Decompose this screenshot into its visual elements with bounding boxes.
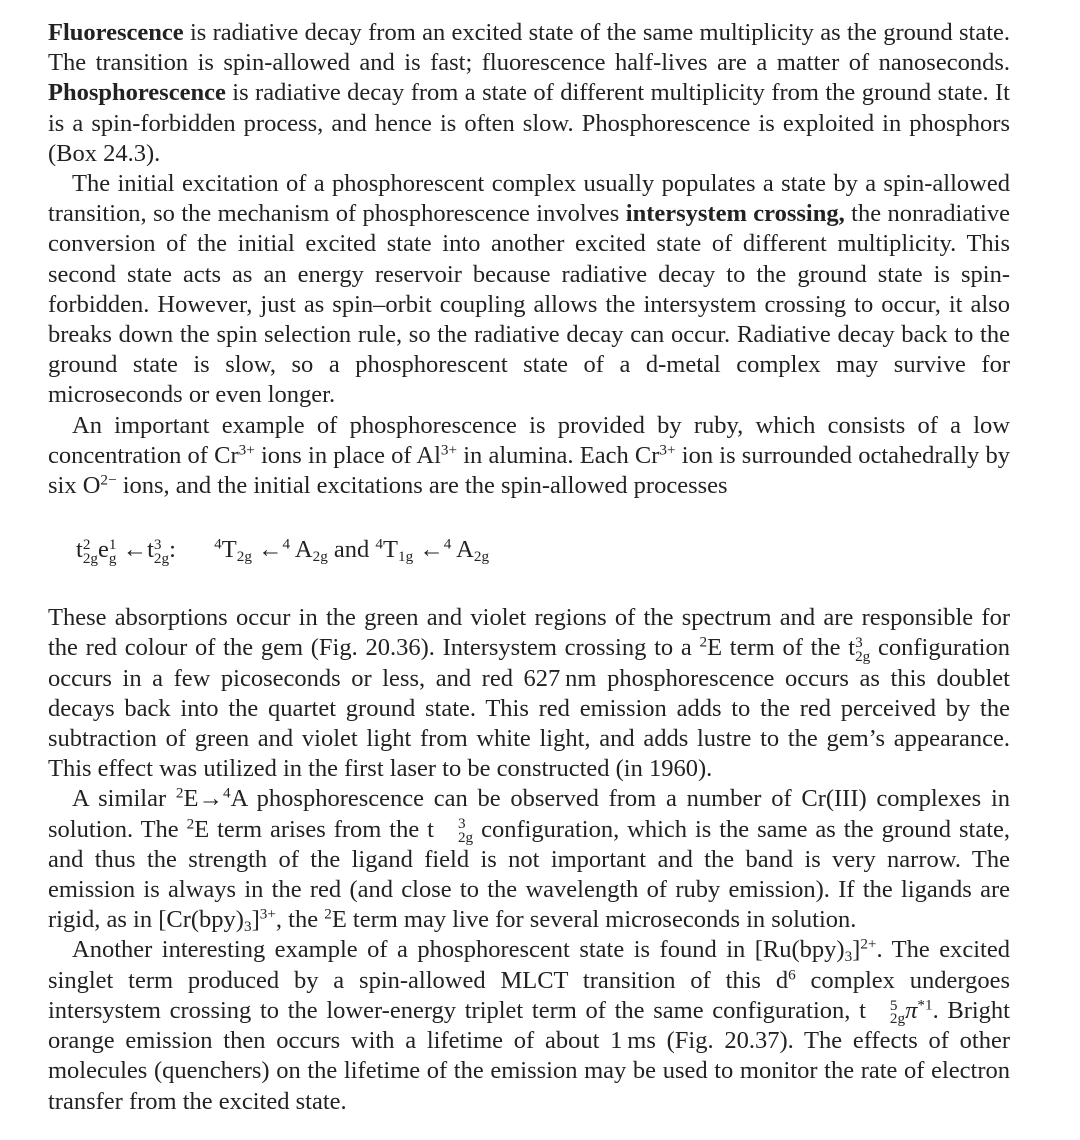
eq-and: and bbox=[333, 536, 370, 564]
eq-term-symbol: T bbox=[383, 536, 398, 564]
paragraph-text: the nonradiative conversion of the initial excited state into another excited state of different multiplicity. This second state acts as an energy reservoir because radiative decay to the ground state is spin-forbidden. However, just as spin–orbit coupling allows the intersystem crossing to occur, it also breaks down the spin selection rule, so the radiative decay can occur. Radiative decay back to the ground state is slow, so a phosphorescent state of a d-metal complex may survive for microseconds or even longer. bbox=[48, 200, 1010, 409]
eq-term-multiplicity: 4 bbox=[214, 535, 222, 553]
paragraph-text: E→ bbox=[183, 785, 223, 813]
eq-arrow: ← bbox=[419, 536, 444, 564]
eq-arrow: ← bbox=[258, 536, 283, 564]
config-exponent: 3 bbox=[457, 815, 466, 833]
eq-arrow: ← bbox=[122, 536, 148, 564]
paragraph-text: ion is surrounded octahedrally by six O bbox=[48, 441, 1010, 500]
eq-symbol: t bbox=[147, 536, 154, 564]
paragraph-text: , the bbox=[275, 906, 325, 934]
paragraph-text: E term arises from the t bbox=[194, 815, 434, 843]
config-exponent: 3 bbox=[855, 634, 863, 652]
eq-symbol: t bbox=[76, 536, 83, 564]
eq-term-symbol: A bbox=[456, 536, 474, 564]
eq-term-subscript: 1g bbox=[397, 548, 414, 566]
multiplicity-superscript: 2 bbox=[175, 785, 184, 803]
paragraph-text: ions, and the initial excitations are the spin-allowed processes bbox=[116, 472, 728, 500]
config-supsub bbox=[866, 996, 906, 1028]
formula-subscript: 3 bbox=[243, 918, 252, 936]
eq-term-multiplicity: 4 bbox=[443, 535, 452, 553]
eq-term-subscript: 2g bbox=[312, 548, 328, 566]
eq-term-multiplicity: 4 bbox=[375, 535, 384, 553]
config-exponent: 5 bbox=[889, 996, 898, 1014]
charge-superscript: 3+ bbox=[659, 441, 676, 459]
paragraph-text: An important example of phosphorescence is provided by ruby, which consists of a low concentration of Cr bbox=[48, 411, 1010, 469]
multiplicity-superscript: 2 bbox=[186, 815, 195, 833]
pi-symbol: π bbox=[905, 996, 918, 1024]
eq-supsub bbox=[153, 535, 170, 567]
eq-term-subscript: 2g bbox=[236, 548, 252, 566]
config-subscript: 2g bbox=[855, 647, 871, 665]
paragraph-ruby bbox=[48, 411, 1010, 502]
config-supsub bbox=[855, 636, 870, 663]
config-exponent: 6 bbox=[788, 966, 796, 984]
paragraph-text: E term of the t bbox=[707, 634, 856, 662]
config-supsub bbox=[434, 817, 473, 844]
paragraph-text: in alumina. Each Cr bbox=[457, 441, 660, 469]
paragraph-text: complex undergoes intersystem crossing to the lower-energy triplet term of the same configuration, t bbox=[48, 966, 1010, 1024]
paragraph-text: A similar bbox=[72, 785, 176, 813]
formula-subscript: 3 bbox=[844, 948, 853, 966]
eq-supsub bbox=[108, 535, 117, 567]
charge-superscript: 2− bbox=[100, 471, 117, 489]
config-subscript: 2g bbox=[457, 828, 474, 846]
paragraph-text: configuration, which is the same as the ground state, and thus the strength of the ligand field is not important and the band is very narrow. The emission is always in the red (and close to the wavelength of ruby emission). If the ligands are rigid, as in [Cr(bpy) bbox=[48, 815, 1010, 934]
eq-subscript: 2g bbox=[153, 549, 170, 567]
eq-term-subscript: 2g bbox=[473, 548, 490, 566]
eq-subscript: g bbox=[108, 549, 117, 567]
paragraph-text: These absorptions occur in the green and violet regions of the spectrum and are responsible for the red colour of the gem (Fig. 20.36). Intersystem crossing to a bbox=[48, 604, 1010, 662]
eq-colon: : bbox=[169, 536, 176, 564]
eq-subscript: 2g bbox=[82, 549, 98, 567]
eq-term-symbol: T bbox=[221, 536, 237, 564]
paragraph-intersystem-crossing bbox=[48, 169, 1010, 411]
charge-superscript: 3+ bbox=[440, 441, 458, 459]
multiplicity-superscript: 2 bbox=[699, 634, 708, 652]
paragraph-fluorescence bbox=[48, 18, 1010, 169]
multiplicity-superscript: 2 bbox=[324, 905, 332, 923]
transition-equation bbox=[48, 535, 1010, 565]
eq-term-symbol: A bbox=[294, 536, 313, 564]
paragraph-text: . Bright orange emission then occurs with a lifetime of about 1 ms (Fig. 20.37). The effects of other molecules (quenchers) on the lifetime of the emission may be used to monitor the rate of electron transfer from the excited state. bbox=[48, 996, 1010, 1115]
multiplicity-superscript: 4 bbox=[222, 785, 231, 803]
paragraph-ru-bpy bbox=[48, 935, 1010, 1116]
eq-exponent: 1 bbox=[108, 535, 117, 553]
charge-superscript: 2+ bbox=[860, 936, 877, 954]
paragraph-text: configuration occurs in a few picoseconds or less, and red 627 nm phosphorescence occurs as this doublet decays back into the quartet ground state. This red emission adds to the red perceived by the subtraction of green and violet light from white light, and adds lustre to the gem’s appearance. This effect was utilized in the first laser to be constructed (in 1960). bbox=[48, 634, 1010, 783]
config-exponent: *1 bbox=[917, 996, 933, 1014]
charge-superscript: 3+ bbox=[238, 441, 255, 459]
charge-superscript: 3+ bbox=[259, 905, 276, 923]
eq-exponent: 3 bbox=[153, 535, 162, 553]
config-subscript: 2g bbox=[889, 1010, 906, 1028]
paragraph-text: . The excited singlet term produced by a spin-allowed MLCT transition of this d bbox=[48, 936, 1010, 994]
paragraph-text: Another interesting example of a phosphorescent state is found in [Ru(bpy) bbox=[72, 936, 845, 964]
paragraph-text: is radiative decay from a state of different multiplicity from the ground state. It is a spin-forbidden process, and hence is often slow. Phosphorescence is exploited in phosphors (Box 24.3). bbox=[48, 79, 1010, 167]
eq-exponent: 2 bbox=[82, 535, 91, 553]
paragraph-text: is radiative decay from an excited state of the same multiplicity as the ground state. The transition is spin-allowed and is fast; fluorescence half-lives are a matter of nanoseconds. bbox=[48, 19, 1010, 77]
paragraph-cr-complexes bbox=[48, 784, 1010, 935]
paragraph-text: E term may live for several microseconds in solution. bbox=[331, 906, 857, 934]
paragraph-text: The initial excitation of a phosphorescent complex usually populates a state by a spin-allowed transition, so the mechanism of phosphorescence involves bbox=[48, 170, 1010, 228]
term-intersystem-crossing: intersystem crossing, bbox=[625, 200, 845, 228]
paragraph-text: ] bbox=[852, 936, 861, 964]
eq-symbol: e bbox=[98, 536, 109, 564]
paragraph-text: ions in place of Al bbox=[254, 441, 441, 469]
term-phosphorescence: Phosphorescence bbox=[48, 79, 226, 107]
eq-term-multiplicity: 4 bbox=[282, 535, 291, 553]
text-page bbox=[48, 18, 1010, 1117]
eq-supsub bbox=[82, 535, 98, 567]
paragraph-text: ] bbox=[251, 906, 260, 934]
paragraph-text: A phosphorescence can be observed from a number of Cr(III) complexes in solution. The bbox=[48, 785, 1011, 843]
paragraph-absorptions bbox=[48, 603, 1010, 784]
term-fluorescence: Fluorescence bbox=[48, 19, 184, 46]
